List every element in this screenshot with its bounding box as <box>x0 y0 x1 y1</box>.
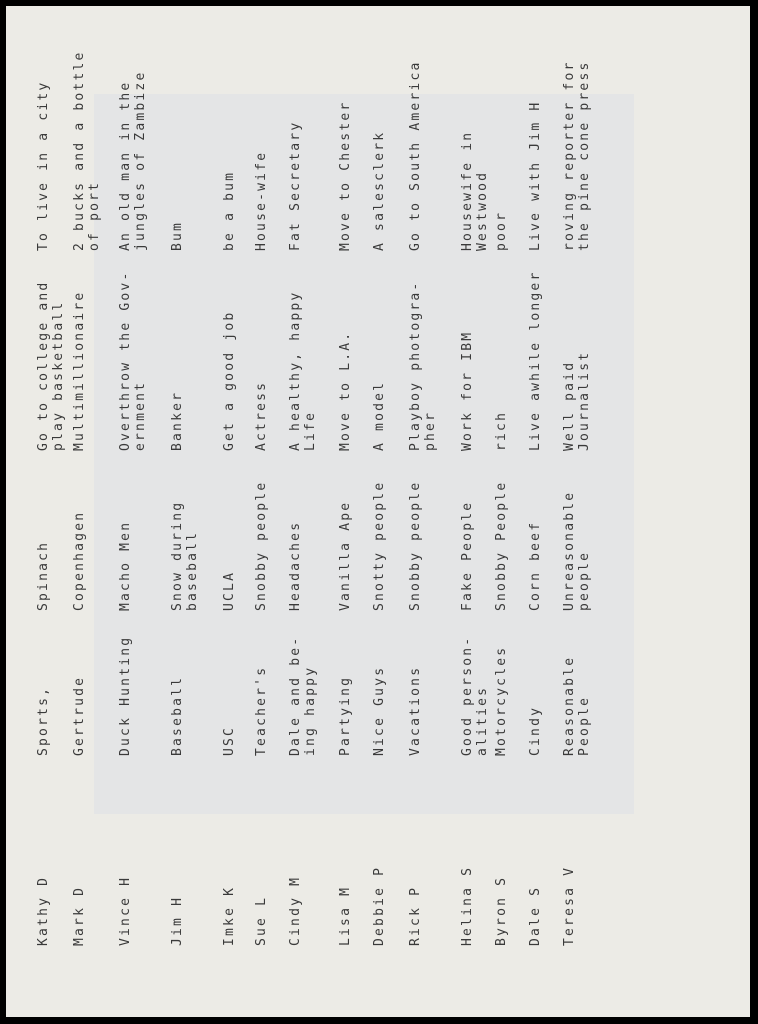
student-ambition: Work for IBM <box>460 330 475 451</box>
student-destiny: roving reporter for the pine cone press <box>562 60 592 251</box>
student-ambition: Well paid Journalist <box>562 350 592 451</box>
student-ambition: rich <box>494 410 509 451</box>
student-likes: USC <box>222 725 237 756</box>
student-name: Byron S <box>494 875 509 946</box>
student-likes: Teacher's <box>254 665 269 756</box>
student-ambition: Go to college and play basketball <box>36 280 66 451</box>
student-ambition: A healthy, happy Life <box>288 290 318 451</box>
student-likes: Vacations <box>408 665 423 756</box>
student-dislikes: Snobby people <box>408 480 423 611</box>
student-ambition: Playboy photogra- pher <box>408 280 438 451</box>
student-name: Teresa V <box>562 865 577 946</box>
student-destiny: Live with Jim H <box>528 100 543 251</box>
student-name: Mark D <box>72 885 87 946</box>
student-dislikes: Snow during baseball <box>170 500 200 611</box>
student-dislikes: Snotty people <box>372 480 387 611</box>
student-likes: Cindy <box>528 705 543 756</box>
student-dislikes: Snobby people <box>254 480 269 611</box>
student-destiny: House-wife <box>254 150 269 251</box>
student-dislikes: Fake People <box>460 500 475 611</box>
student-name: Dale S <box>528 885 543 946</box>
student-likes: Duck Hunting <box>118 635 133 756</box>
student-name: Rick P <box>408 885 423 946</box>
student-name: Helina S <box>460 865 475 946</box>
student-destiny: Bum <box>170 220 185 251</box>
student-likes: Sports, <box>36 685 51 756</box>
student-ambition: Actress <box>254 380 269 451</box>
student-name: Sue L <box>254 895 269 946</box>
student-dislikes: UCLA <box>222 570 237 611</box>
student-name: Imke K <box>222 885 237 946</box>
student-ambition: Banker <box>170 390 185 451</box>
student-destiny: An old man in the jungles of Zambize <box>118 70 148 251</box>
student-ambition: Live awhile longer <box>528 270 543 451</box>
student-ambition: Overthrow the Gov- ernment <box>118 270 148 451</box>
student-dislikes: Headaches <box>288 520 303 611</box>
student-destiny: To live in a city <box>36 80 51 251</box>
student-dislikes: Corn beef <box>528 520 543 611</box>
student-likes: Baseball <box>170 675 185 756</box>
student-ambition: A model <box>372 380 387 451</box>
student-ambition: Move to L.A. <box>338 330 353 451</box>
student-likes: Motorcycles <box>494 645 509 756</box>
student-name: Cindy M <box>288 875 303 946</box>
student-destiny: 2 bucks and a bottle of port <box>72 50 102 251</box>
student-likes: Good person- alities <box>460 635 490 756</box>
student-dislikes: Snobby People <box>494 480 509 611</box>
student-name: Jim H <box>170 895 185 946</box>
student-name: Vince H <box>118 875 133 946</box>
student-destiny: be a bum <box>222 170 237 251</box>
student-destiny: Go to South America <box>408 60 423 251</box>
student-dislikes: Unreasonable people <box>562 490 592 611</box>
student-likes: Partying <box>338 675 353 756</box>
student-ambition: Multimillionaire <box>72 290 87 451</box>
student-likes: Reasonable People <box>562 655 592 756</box>
student-name: Lisa M <box>338 885 353 946</box>
student-likes: Dale and be- ing happy <box>288 635 318 756</box>
student-destiny: Move to Chester <box>338 100 353 251</box>
student-name: Debbie P <box>372 865 387 946</box>
student-destiny: A salesclerk <box>372 130 387 251</box>
student-dislikes: Macho Men <box>118 520 133 611</box>
student-dislikes: Spinach <box>36 540 51 611</box>
student-name: Kathy D <box>36 875 51 946</box>
student-destiny: Fat Secretary <box>288 120 303 251</box>
student-likes: Gertrude <box>72 675 87 756</box>
student-likes: Nice Guys <box>372 665 387 756</box>
yearbook-page <box>6 6 750 1017</box>
student-ambition: Get a good job <box>222 310 237 451</box>
student-destiny: Housewife in Westwood <box>460 130 490 251</box>
student-dislikes: Vanilla Ape <box>338 500 353 611</box>
student-dislikes: Copenhagen <box>72 510 87 611</box>
student-destiny: poor <box>494 210 509 251</box>
